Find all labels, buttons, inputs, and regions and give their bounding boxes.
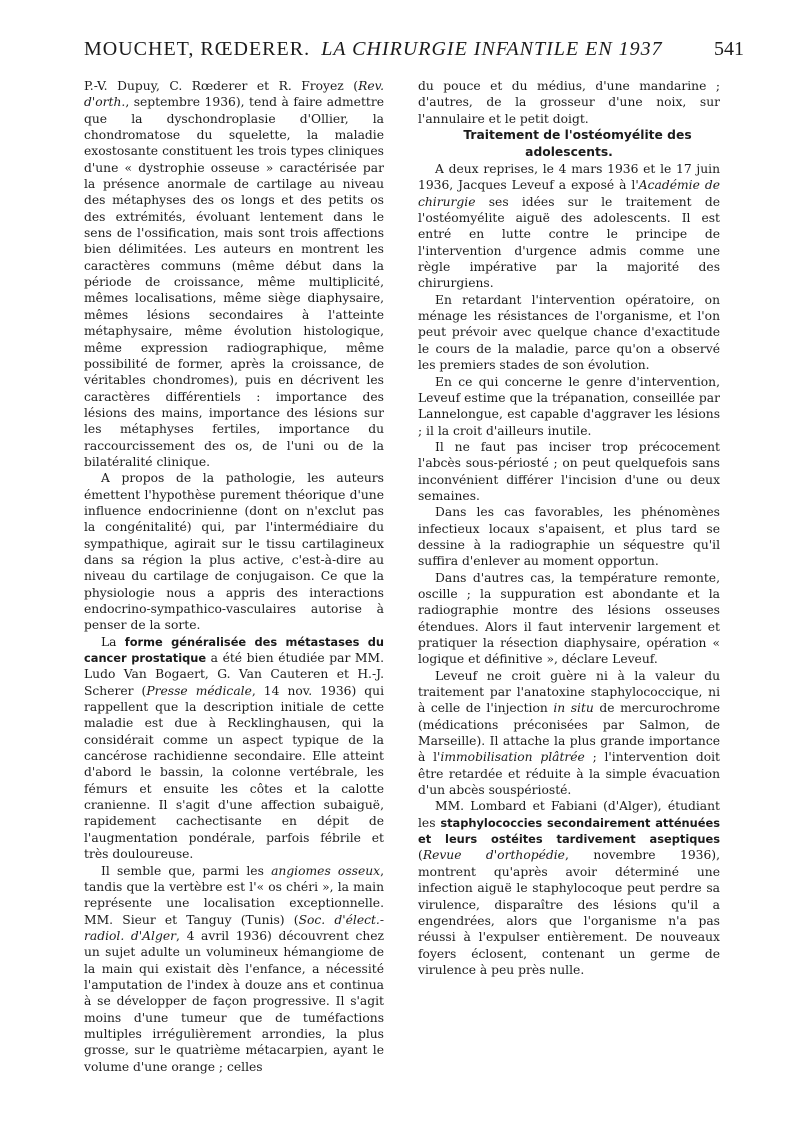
section-heading: Traitement de l'ostéomyélite des adolescents. (463, 128, 692, 160)
paragraph-metastases: La forme généralisée des métastases du cancer prostatique a été bien étudiée par MM. Ludo Van Bogaert, G. Van Cauteren et H.-J. Scherer (Presse médicale, 14 nov. 1936) qui rappellent que la description initiale de cette maladie est due à Recklinghausen, qui la considérait comme un aspect typique de la cancérose rachidienne secondaire. Elle atteint d'abord le bassin, la colonne vertébrale, les fémurs et ensuite les côtes et la calotte cranienne. Il s'agit d'une affection subaiguë, rapidement cachectisante en dépit de l'augmentation pondérale, parfois fébrile et très douloureuse. (84, 634, 384, 862)
paragraph-pathologie: A propos de la pathologie, les auteurs émettent l'hypothèse purement théorique d'une influence endocrinienne (dont on n'exclut pas la congénitalité) qui, par l'intermédiaire du sympathique, agirait sur le tissu cartilagineux dans sa région la plus active, c'est-à-dire au niveau du cartilage de conjugaison. Ce que la physiologie nous a appris des interactions endocrino-sympathico-vasculaires autorise à penser de la sorte. (84, 471, 384, 633)
right-column (418, 78, 720, 978)
paragraph-autres-cas: Dans d'autres cas, la température remonte, oscille ; la suppuration est abondante et la radiographie montre des lésions osseuses étendues. Alors il faut intervenir largement et pratiquer la résection diaphysaire, opération « logique et définitive », déclare Leveuf. (418, 570, 720, 667)
paragraph-dyschondroplasie: P.-V. Dupuy, C. Rœderer et R. Froyez (Rev. d'orth., septembre 1936), tend à faire admettre que la dyschondroplasie d'Ollier, la chondromatose du squelette, la maladie exostosante constituent les trois types cliniques d'une « dystrophie osseuse » caractérisée par la présence anormale de cartilage au niveau des métaphyses des os longs et des petits os des extrémités, évoluant lentement dans le sens de l'ossification, mais sont trois affections bien délimitées. Les auteurs en montrent les caractères communs (même début dans la période de croissance, même multiplicité, mêmes localisations, même siège diaphysaire, mêmes lésions secondaires à l'atteinte métaphysaire, même évolution histologique, même expression radiographique, même possibilité de former, après la croissance, de véritables chondromes), puis en décrivent les caractères différentiels : importance des lésions des mains, importance des lésions sur les métaphyses fertiles, importance du raccourcissement des os, de l'uni ou de la bilatéralité clinique. (84, 79, 384, 469)
header-title: LA CHIRURGIE INFANTILE EN 1937 (321, 38, 663, 60)
paragraph-retardant: En retardant l'intervention opératoire, on ménage les résistances de l'organisme, et l'on peut prévoir avec quelque chance d'exactitude le cours de la maladie, parce qu'on a observé les premiers stades de son évolution. (418, 292, 720, 373)
running-header (84, 38, 744, 72)
paragraph-angiomes: Il semble que, parmi les angiomes osseux, tandis que la vertèbre est l'« os chéri », la main représente une localisation exceptionnelle. MM. Sieur et Tanguy (Tunis) (Soc. d'élect.-radiol. d'Alger, 4 avril 1936) découvrent chez un sujet adulte un volumineux hémangiome de la main qui existait dès l'enfance, a nécessité l'amputation de l'index à douze ans et continua à se développer de façon progressive. Il s'agit moins d'une tumeur que de tuméfactions multiples irrégulièrement arrondies, la plus grosse, sur le quatrième métacarpien, ayant le volume d'une orange ; celles (84, 863, 385, 1074)
paragraph-leveuf-intro: A deux reprises, le 4 mars 1936 et le 17 juin 1936, Jacques Leveuf a exposé à l'Académie de chirurgie ses idées sur le traitement de l'ostéomyélite aiguë des adolescents. Il est entré en lutte contre le principe de l'intervention d'urgence admis comme une règle impérative par la majorité des chirurgiens. (418, 162, 720, 291)
page-number: 541 (714, 38, 744, 60)
paragraph-inciser: Il ne faut pas inciser trop précocement l'abcès sous-périosté ; on peut quelquefois sans inconvénient différer l'incision d'une ou deux semaines. (418, 439, 720, 503)
paragraph-genre-intervention: En ce qui concerne le genre d'intervention, Leveuf estime que la trépanation, conseillée par Lannelongue, est capable d'aggraver les lésions ; il la croit d'ailleurs inutile. (418, 374, 720, 438)
paragraph-continuation: du pouce et du médius, d'une mandarine ; d'autres, de la grosseur d'une noix, sur l'annulaire et le petit doigt. (418, 79, 720, 126)
paragraph-cas-favorables: Dans les cas favorables, les phénomènes infectieux locaux s'apaisent, et plus tard se dessine à la radiographie un séquestre qu'il suffira d'enlever au moment opportun. (418, 505, 720, 569)
header-authors: MOUCHET, RŒDERER. (84, 38, 311, 60)
paragraph-lombard-fabiani: MM. Lombard et Fabiani (d'Alger), étudiant les staphylococcies secondairement atténuées et leurs ostéites tardivement aseptiques (Revue d'orthopédie, novembre 1936), montrent qu'après avoir déterminé une infection aiguë le staphylocoque peut perdre sa virulence, disparaître des lésions qu'il a engendrées, alors que l'organisme n'a pas réussi à l'expulser entièrement. De nouveaux foyers éclosent, contenant un germe de virulence à peu près nulle. (418, 799, 720, 977)
paragraph-traitement: Leveuf ne croit guère ni à la valeur du traitement par l'anatoxine staphylococcique, ni à celle de l'injection in situ de mercurochrome (médications préconisées par Salmon, de Marseille). Il attache la plus grande importance à l'immobilisation plâtrée ; l'intervention doit être retardée et réduite à la simple évacuation d'un abcès souspériosté. (418, 668, 720, 798)
left-column (84, 78, 384, 1075)
